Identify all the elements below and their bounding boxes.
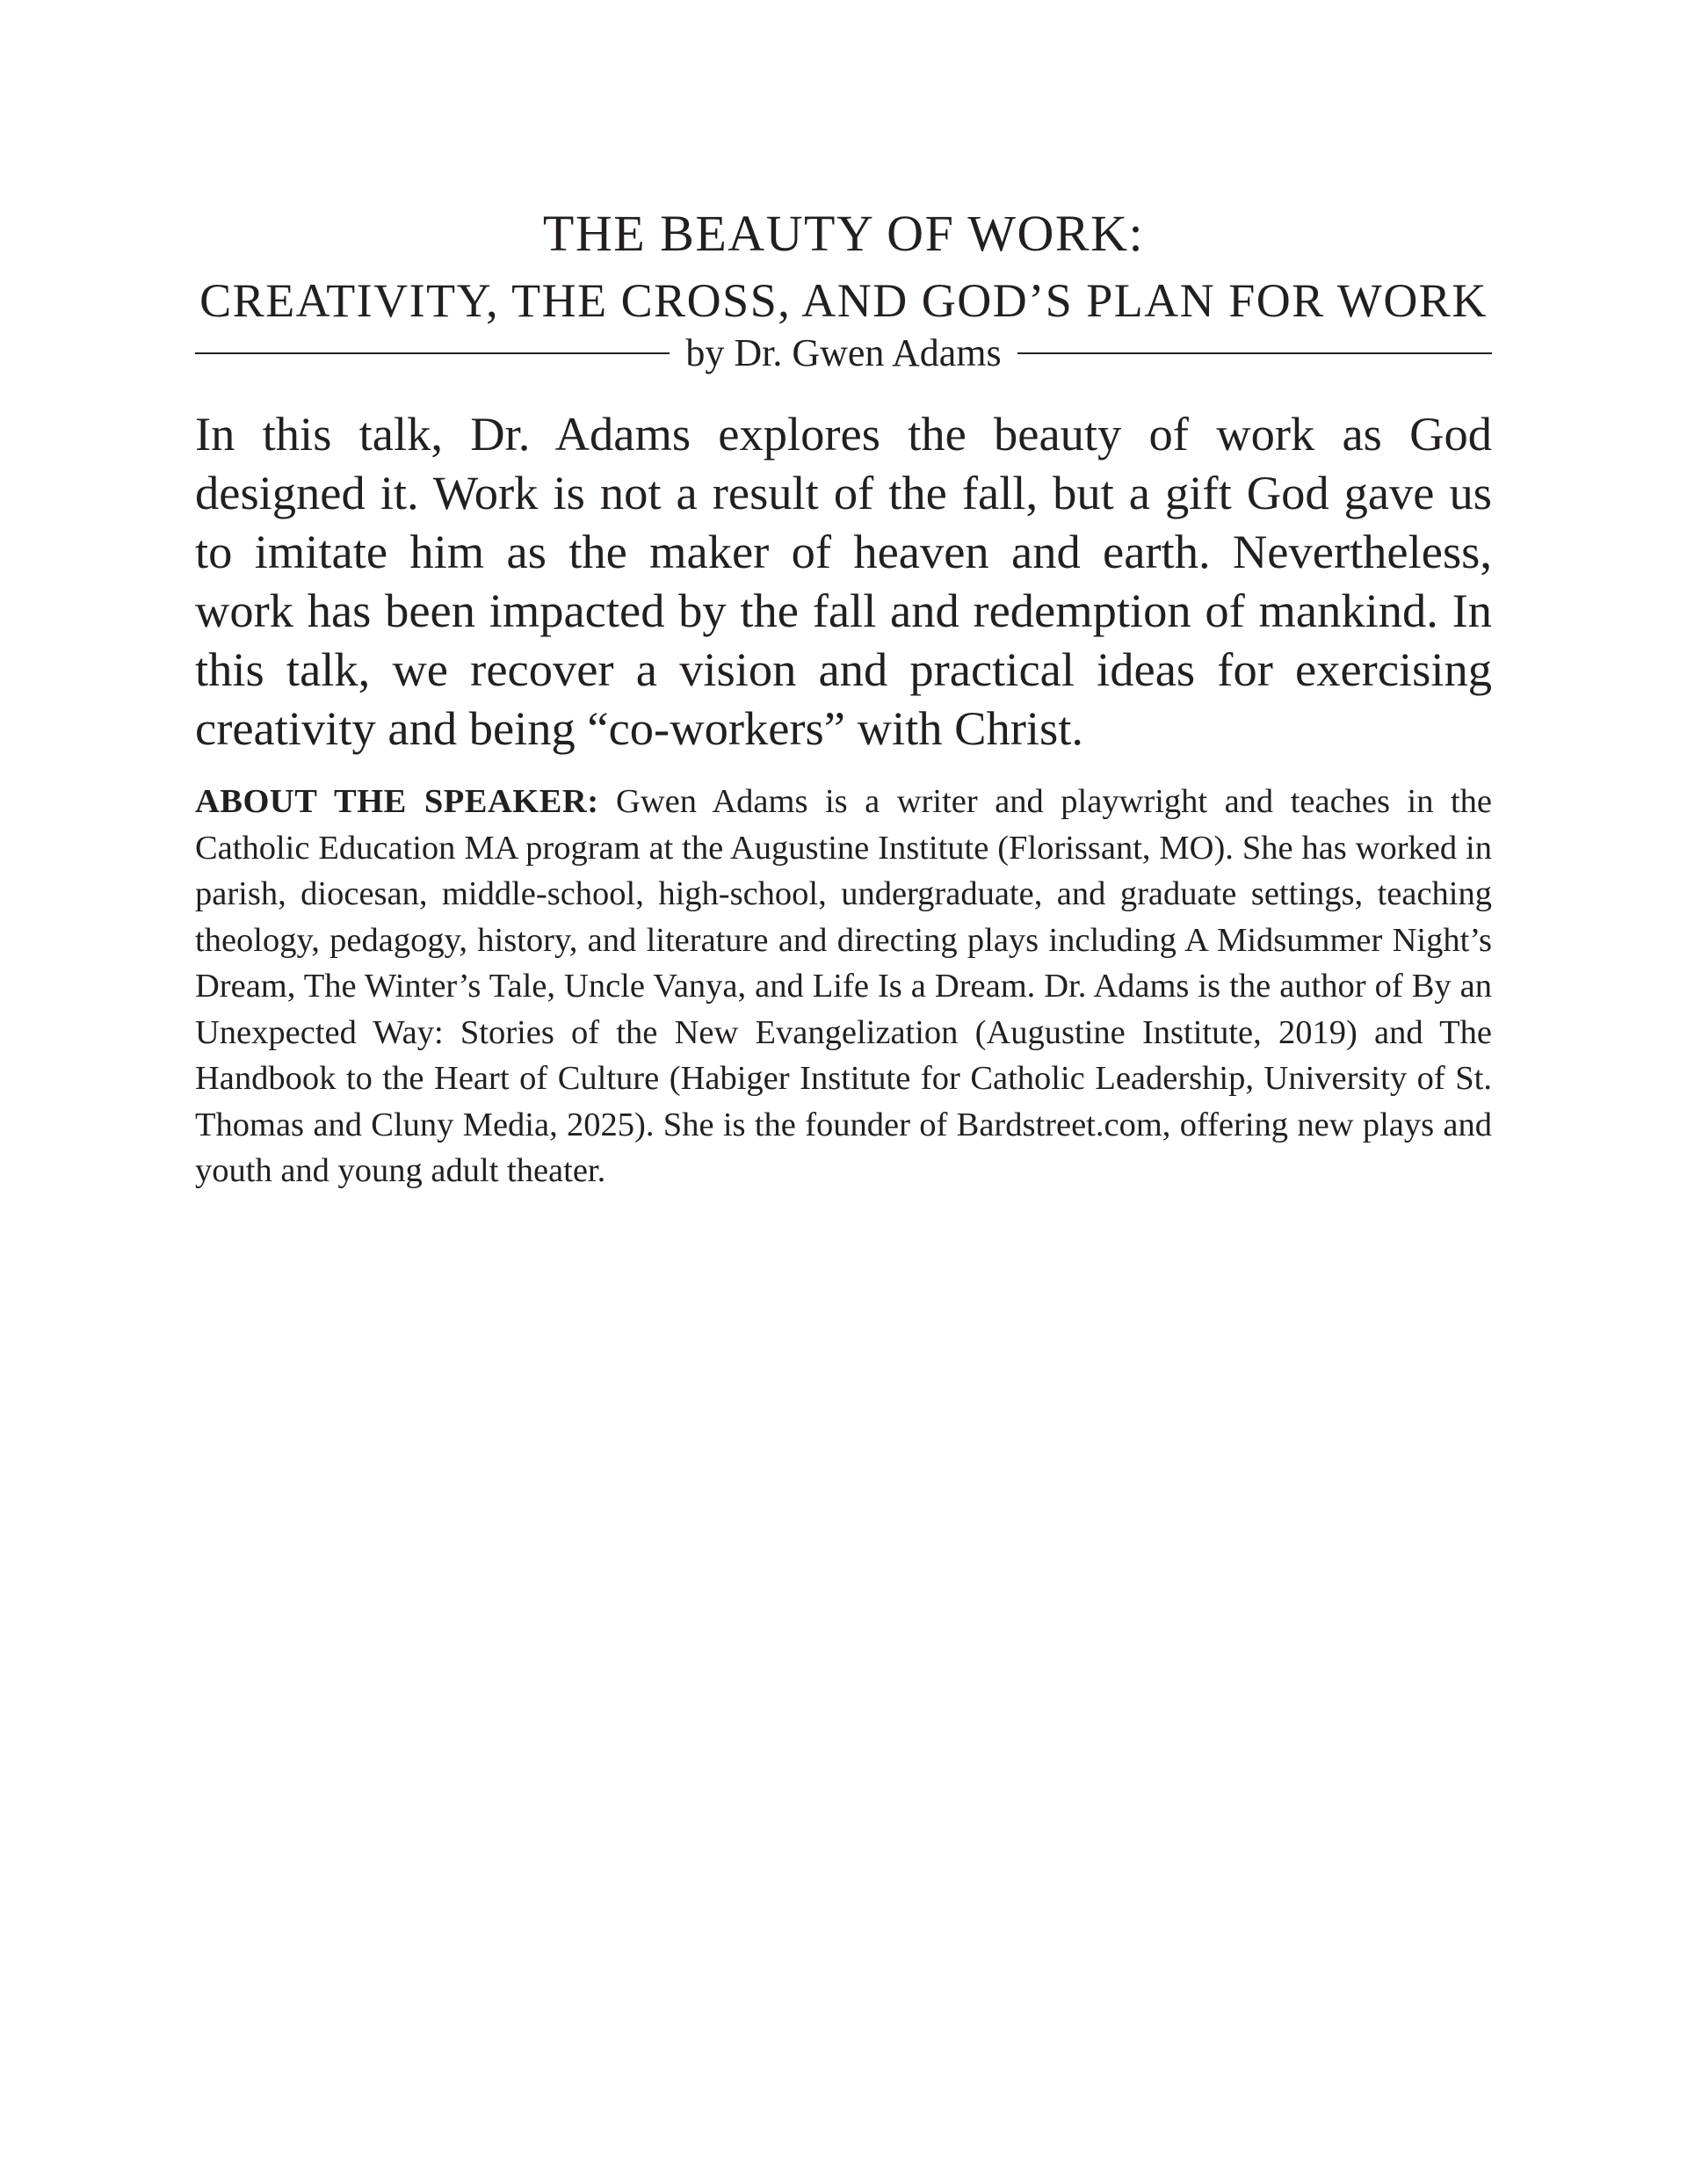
byline-row [195, 327, 1492, 380]
speaker-bio [195, 779, 1492, 1194]
talk-description: In this talk, Dr. Adams explores the beauty of work as God designed it. Work is not a result of the fall, but a gift God gave us to imitate him as the maker of heaven and earth. Nevertheless, work has been impacted by the fall and redemption of mankind. In this talk, we recover a vision and practical ideas for exercising creativity and being “co-workers” with Christ. [195, 407, 1492, 755]
title-line-1: THE BEAUTY OF WORK: [542, 205, 1145, 262]
right-rule-divider [1017, 352, 1492, 354]
author-byline: by Dr. Gwen Adams [685, 331, 1002, 374]
about-speaker-text: Gwen Adams is a writer and playwright and teaches in the Catholic Education MA program at the Augustine Institute (Florissant, MO). She has worked in parish, diocesan, middle-school, high-school, undergraduate, and graduate settings, teaching theology, pedagogy, history, and literature and directing plays including A Midsummer Night’s Dream, The Winter’s Tale, Uncle Vanya, and Life Is a Dream. Dr. Adams is the author of By an Unexpected Way: Stories of the New Evangelization (Augustine Institute, 2019) and The Handbook to the Heart of Culture (Habiger Institute for Catholic Leadership, University of St. Thomas and Cluny Media, 2025). She is the founder of Bardstreet.com, offering new plays and youth and young adult theater. [195, 783, 1492, 1189]
about-speaker-label: ABOUT THE SPEAKER: [195, 783, 599, 820]
left-rule-divider [195, 352, 670, 354]
title-line-2: CREATIVITY, THE CROSS, AND GOD’S PLAN FOR WORK [199, 274, 1488, 327]
talk-title [195, 200, 1492, 334]
